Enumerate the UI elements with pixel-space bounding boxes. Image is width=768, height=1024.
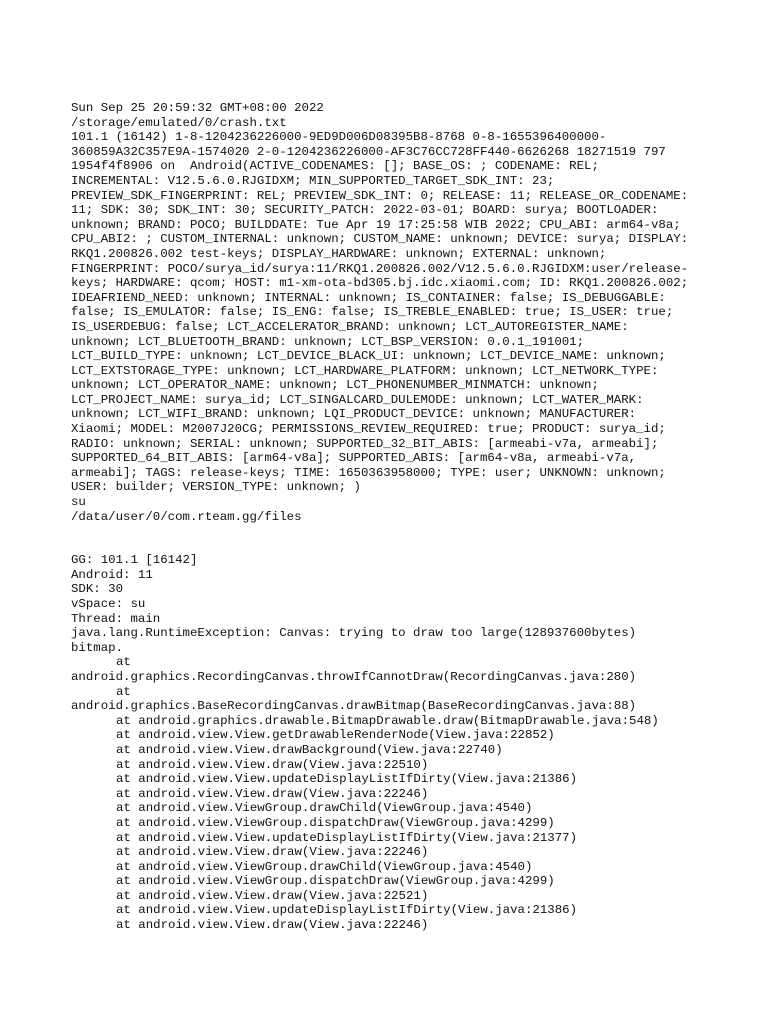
summary-line: vSpace: su [71,597,146,611]
summary-line: java.lang.RuntimeException: Canvas: trying to draw too large(128937600bytes) [71,626,637,641]
header-line: IDEAFRIEND_NEED: unknown; INTERNAL: unknown; IS_CONTAINER: false; IS_DEBUGGABLE: [71,290,666,305]
stack-frame-line: at [116,684,131,699]
header-line: IS_USERDEBUG: false; LCT_ACCELERATOR_BRAND: unknown; LCT_AUTOREGISTER_NAME: [71,319,629,334]
stack-frame-line: at android.graphics.drawable.BitmapDrawable.draw(BitmapDrawable.java:548) [116,713,659,728]
header-line: Xiaomi; MODEL: M2007J20CG; PERMISSIONS_REVIEW_REQUIRED: true; PRODUCT: surya_id; [71,422,666,437]
header-line: armeabi]; TAGS: release-keys; TIME: 1650363958000; TYPE: user; UNKNOWN: unknown; [71,465,666,480]
header-line: unknown; LCT_OPERATOR_NAME: unknown; LCT_PHONENUMBER_MINMATCH: unknown; [71,378,599,393]
summary-line: GG: 101.1 [16142] [71,553,198,568]
stack-frame-line: at android.view.View.draw(View.java:22510) [116,757,429,772]
stack-frame-line: at android.view.View.draw(View.java:22246) [116,845,429,860]
header-line: false; IS_EMULATOR: false; IS_ENG: false; IS_TREBLE_ENABLED: true; IS_USER: true; [71,305,674,320]
stack-frame-line: android.graphics.BaseRecordingCanvas.drawBitmap(BaseRecordingCanvas.java:88) [71,699,637,714]
stack-frame-line: at android.view.View.getDrawableRenderNode(View.java:22852) [116,728,555,743]
stack-frame-line: at android.view.View.draw(View.java:22246) [116,918,429,933]
stack-trace [71,655,721,932]
header-line: PREVIEW_SDK_FINGERPRINT: REL; PREVIEW_SDK_INT: 0; RELEASE: 11; RELEASE_OR_CODENAME: [71,188,689,203]
header-line: 101.1 (16142) 1-8-1204236226000-9ED9D006D08395B8-8768 0-8-1655396400000- [71,130,607,145]
stack-frame-line: android.graphics.RecordingCanvas.throwIfCannotDraw(RecordingCanvas.java:280) [71,669,637,684]
stack-frame-line: at [116,655,131,670]
stack-frame-line: at android.view.ViewGroup.dispatchDraw(ViewGroup.java:4299) [116,874,555,889]
stack-frame-line: at android.view.View.updateDisplayListIfDirty(View.java:21386) [116,772,578,787]
stack-frame-line: at android.view.View.draw(View.java:22246) [116,786,429,801]
header-line: 11; SDK: 30; SDK_INT: 30; SECURITY_PATCH: 2022-03-01; BOARD: surya; BOOTLOADER: [71,203,659,218]
stack-frame-line: at android.view.View.updateDisplayListIfDirty(View.java:21386) [116,903,578,918]
section-gap [71,524,721,553]
crash-summary [71,553,721,655]
header-line: USER: builder; VERSION_TYPE: unknown; ) [71,480,361,495]
stack-frame-line: at android.view.ViewGroup.dispatchDraw(ViewGroup.java:4299) [116,815,555,830]
header-line: Sun Sep 25 20:59:32 GMT+08:00 2022 [71,101,324,115]
stack-frame-line: at android.view.View.updateDisplayListIfDirty(View.java:21377) [116,830,578,845]
stack-frame-line: at android.view.ViewGroup.drawChild(ViewGroup.java:4540) [116,859,533,874]
header-line: keys; HARDWARE: qcom; HOST: m1-xm-ota-bd305.bj.idc.xiaomi.com; ID: RKQ1.200826.002; [71,276,689,291]
header-line: unknown; LCT_WIFI_BRAND: unknown; LQI_PRODUCT_DEVICE: unknown; MANUFACTURER: [71,407,637,422]
summary-line: Android: 11 [71,567,153,582]
header-line: INCREMENTAL: V12.5.6.0.RJGIDXM; MIN_SUPPORTED_TARGET_SDK_INT: 23; [71,173,555,188]
crash-log-document [71,101,721,933]
header-line: unknown; BRAND: POCO; BUILDDATE: Tue Apr 19 17:25:58 WIB 2022; CPU_ABI: arm64-v8a; [71,217,681,232]
summary-line: Thread: main [71,611,161,626]
header-line: FINGERPRINT: POCO/surya_id/surya:11/RKQ1.200826.002/V12.5.6.0.RJGIDXM:user/release- [71,261,689,276]
stack-frame-line: at android.view.View.draw(View.java:22521) [116,888,429,903]
header-line: LCT_BUILD_TYPE: unknown; LCT_DEVICE_BLACK_UI: unknown; LCT_DEVICE_NAME: unknown; [71,349,666,364]
header-line: LCT_PROJECT_NAME: surya_id; LCT_SINGALCARD_DULEMODE: unknown; LCT_WATER_MARK: [71,392,644,407]
header-line: 1954f4f8906 on Android(ACTIVE_CODENAMES: []; BASE_OS: ; CODENAME: REL; [71,159,599,174]
stack-frame-line: at android.view.ViewGroup.drawChild(ViewGroup.java:4540) [116,801,533,816]
header-line: SUPPORTED_64_BIT_ABIS: [arm64-v8a]; SUPPORTED_ABIS: [arm64-v8a, armeabi-v7a, [71,451,637,466]
header-line: LCT_EXTSTORAGE_TYPE: unknown; LCT_HARDWARE_PLATFORM: unknown; LCT_NETWORK_TYPE: [71,363,659,378]
header-line: 360859A32C357E9A-1574020 2-0-1204236226000-AF3C76CC728FF440-6626268 18271519 797 [71,144,666,159]
summary-line: bitmap. [71,640,124,655]
header-line: unknown; LCT_BLUETOOTH_BRAND: unknown; LCT_BSP_VERSION: 0.0.1_191001; [71,334,585,349]
header-line: /storage/emulated/0/crash.txt [71,115,287,130]
header-line: su [71,495,86,510]
header-line: CPU_ABI2: ; CUSTOM_INTERNAL: unknown; CUSTOM_NAME: unknown; DEVICE: surya; DISPLAY: [71,232,689,247]
header-line: RKQ1.200826.002 test-keys; DISPLAY_HARDWARE: unknown; EXTERNAL: unknown; [71,246,607,261]
header-line: RADIO: unknown; SERIAL: unknown; SUPPORTED_32_BIT_ABIS: [armeabi-v7a, armeabi]; [71,436,659,451]
crash-header [71,101,721,524]
summary-line: SDK: 30 [71,582,124,597]
stack-frame-line: at android.view.View.drawBackground(View.java:22740) [116,742,503,757]
header-line: /data/user/0/com.rteam.gg/files [71,509,302,524]
